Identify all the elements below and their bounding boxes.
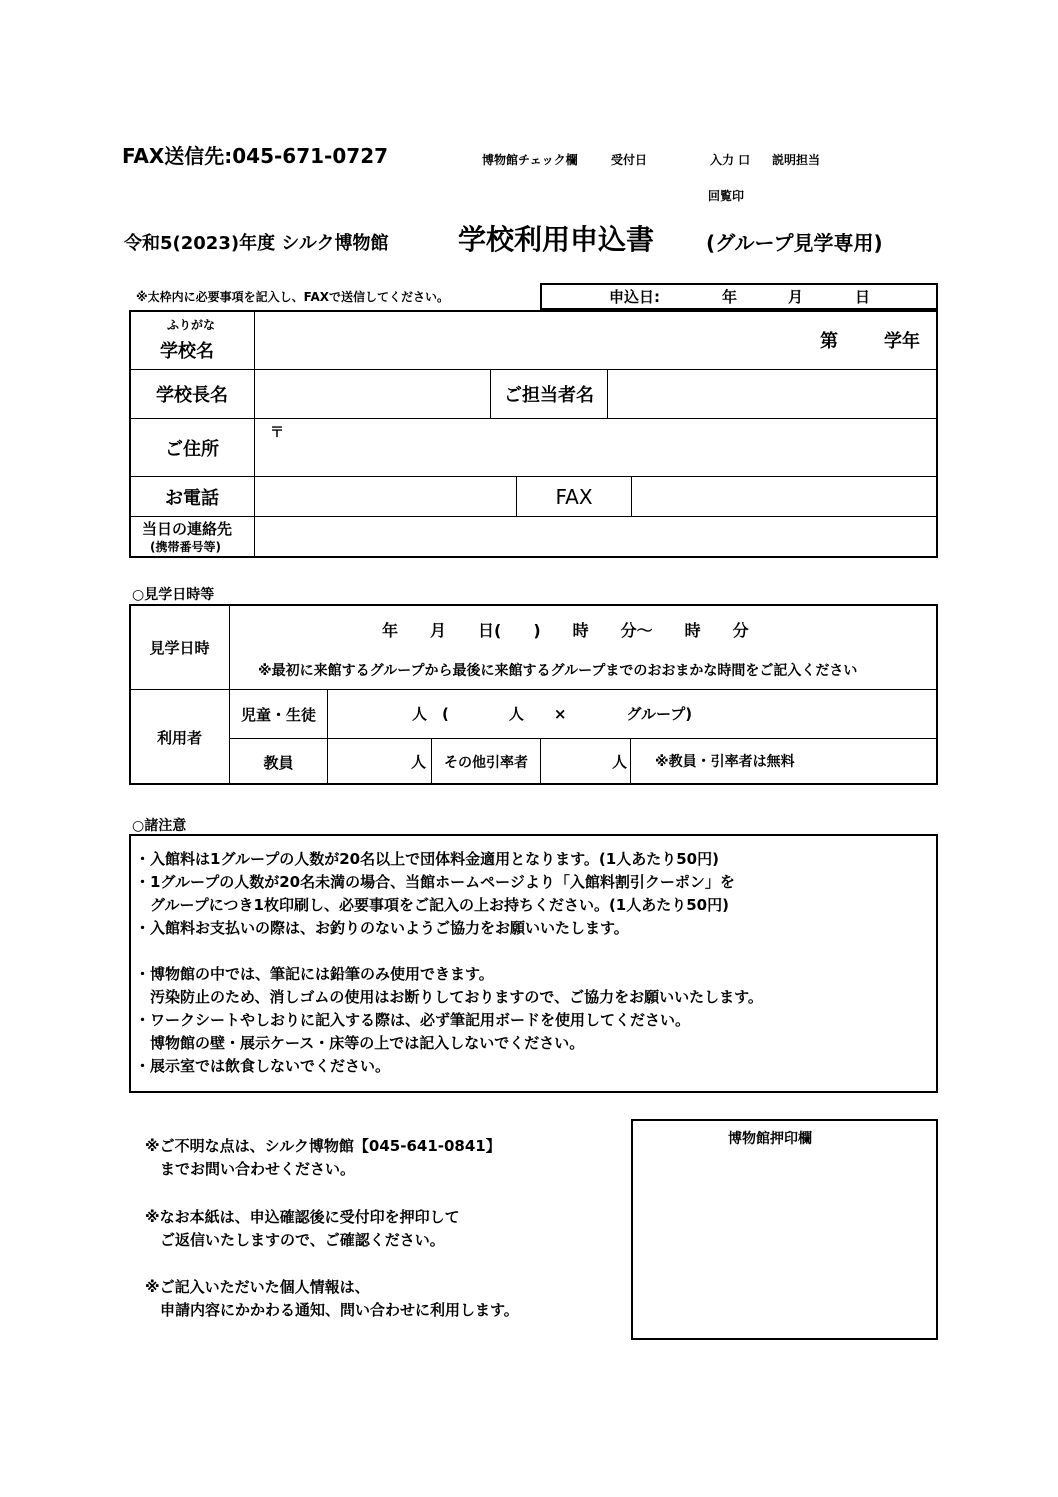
notes-section-title: ○諸注意 <box>132 818 187 834</box>
title-prefix: 令和5(2023)年度 シルク博物館 <box>124 233 389 254</box>
note-line: グループにつき1枚印刷し、必要事項をご記入の上お持ちください。(1人あたり50円) <box>135 896 729 914</box>
fax-field[interactable] <box>634 479 935 514</box>
note-line: ・入館料は1グループの人数が20名以上で団体料金適用となります。(1人あたり50円) <box>135 850 719 868</box>
furigana-label: ふりがな <box>167 318 216 332</box>
students-label: 児童・生徒 <box>240 705 316 724</box>
school-name-field[interactable] <box>258 314 813 368</box>
grade-suffix: 学年 <box>884 331 920 352</box>
circulation-seal-label: 回覧印 <box>708 189 745 203</box>
footer-return-note: ※なお本紙は、申込確認後に受付印を押印して <box>145 1208 460 1226</box>
visit-date-label: 見学日時 <box>149 638 210 657</box>
other-escorts-label: その他引率者 <box>444 755 528 771</box>
apply-year: 年 <box>722 288 738 306</box>
apply-date-label: 申込日: <box>609 288 660 306</box>
fax-label: FAX <box>555 484 593 509</box>
note-line: ・博物館の中では、筆記には鉛筆のみ使用できます。 <box>135 965 494 983</box>
page-title: 学校利用申込書 <box>458 223 655 256</box>
staff-label: 説明担当 <box>772 153 821 167</box>
grade-field[interactable] <box>842 322 880 356</box>
contact-person-label: ご担当者名 <box>504 385 594 406</box>
museum-stamp-box <box>631 1119 938 1340</box>
footer-inquiry: ※ご不明な点は、シルク博物館【045-641-0841】 <box>145 1137 501 1155</box>
title-suffix: (グループ見学専用) <box>706 231 883 255</box>
users-label: 利用者 <box>156 728 202 747</box>
grade-prefix: 第 <box>820 331 838 352</box>
input-check-label: 入力 口 <box>710 153 751 167</box>
teachers-unit: 人 <box>411 753 427 771</box>
visit-section-title: ○見学日時等 <box>132 587 215 603</box>
phone-label: お電話 <box>165 487 219 509</box>
free-admission-note: ※教員・引率者は無料 <box>655 754 795 770</box>
notes-box <box>129 834 938 1093</box>
students-count-line[interactable]: 人 ( 人 × グループ) <box>412 705 693 723</box>
teachers-label: 教員 <box>263 753 294 772</box>
fax-number: FAX送信先:045-671-0727 <box>122 144 389 168</box>
principal-field[interactable] <box>257 372 488 416</box>
apply-date-box <box>540 283 938 310</box>
day-contact-field[interactable] <box>257 519 935 555</box>
note-line: ・展示室では飲食しないでください。 <box>135 1057 391 1075</box>
teachers-count-field[interactable] <box>330 741 408 783</box>
day-contact-sub-label: (携帯番号等) <box>150 540 221 554</box>
address-label: ご住所 <box>165 438 219 460</box>
postal-mark: 〒 <box>270 425 284 441</box>
address-field[interactable] <box>257 421 935 474</box>
note-line: ・入館料お支払いの際は、お釣りのないようご協力をお願いいたします。 <box>135 919 629 937</box>
escorts-count-field[interactable] <box>543 741 609 783</box>
note-line: ・1グループの人数が20名未満の場合、当館ホームページより「入館料割引クーポン」を <box>135 873 735 891</box>
footer-return-note-cont: ご返信いたしますので、ご確認ください。 <box>145 1231 445 1249</box>
footer-inquiry-cont: までお問い合わせください。 <box>145 1160 356 1178</box>
note-line: 汚染防止のため、消しゴムの使用はお断りしておりますので、ご協力をお願いいたします。 <box>135 988 763 1006</box>
note-line <box>135 940 936 963</box>
footer-privacy-note-cont: 申請内容にかかわる通知、問い合わせに利用します。 <box>145 1301 519 1319</box>
contact-person-field[interactable] <box>610 372 935 416</box>
apply-day: 日 <box>855 288 871 306</box>
escorts-unit: 人 <box>612 753 628 771</box>
instruction-text: ※太枠内に必要事項を記入し、FAXで送信してください。 <box>136 290 450 304</box>
footer-privacy-note: ※ご記入いただいた個人情報は、 <box>145 1278 370 1296</box>
apply-month: 月 <box>788 288 804 306</box>
school-name-label: 学校名 <box>160 341 214 362</box>
principal-label: 学校長名 <box>156 385 228 406</box>
phone-field[interactable] <box>257 479 514 514</box>
note-line: ・ワークシートやしおりに記入する際は、必ず筆記用ボードを使用してください。 <box>135 1011 691 1029</box>
museum-check-label: 博物館チェック欄 <box>482 153 578 167</box>
museum-stamp-label: 博物館押印欄 <box>728 1131 812 1147</box>
received-date-label: 受付日 <box>611 153 648 167</box>
day-contact-label: 当日の連絡先 <box>142 520 233 538</box>
visit-date-line[interactable]: 年 月 日( ) 時 分～ 時 分 <box>382 621 749 640</box>
note-line: 博物館の壁・展示ケース・床等の上では記入しないでください。 <box>135 1034 585 1052</box>
visit-date-note: ※最初に来館するグループから最後に来館するグループまでのおおまかな時間をご記入ください <box>258 663 858 679</box>
